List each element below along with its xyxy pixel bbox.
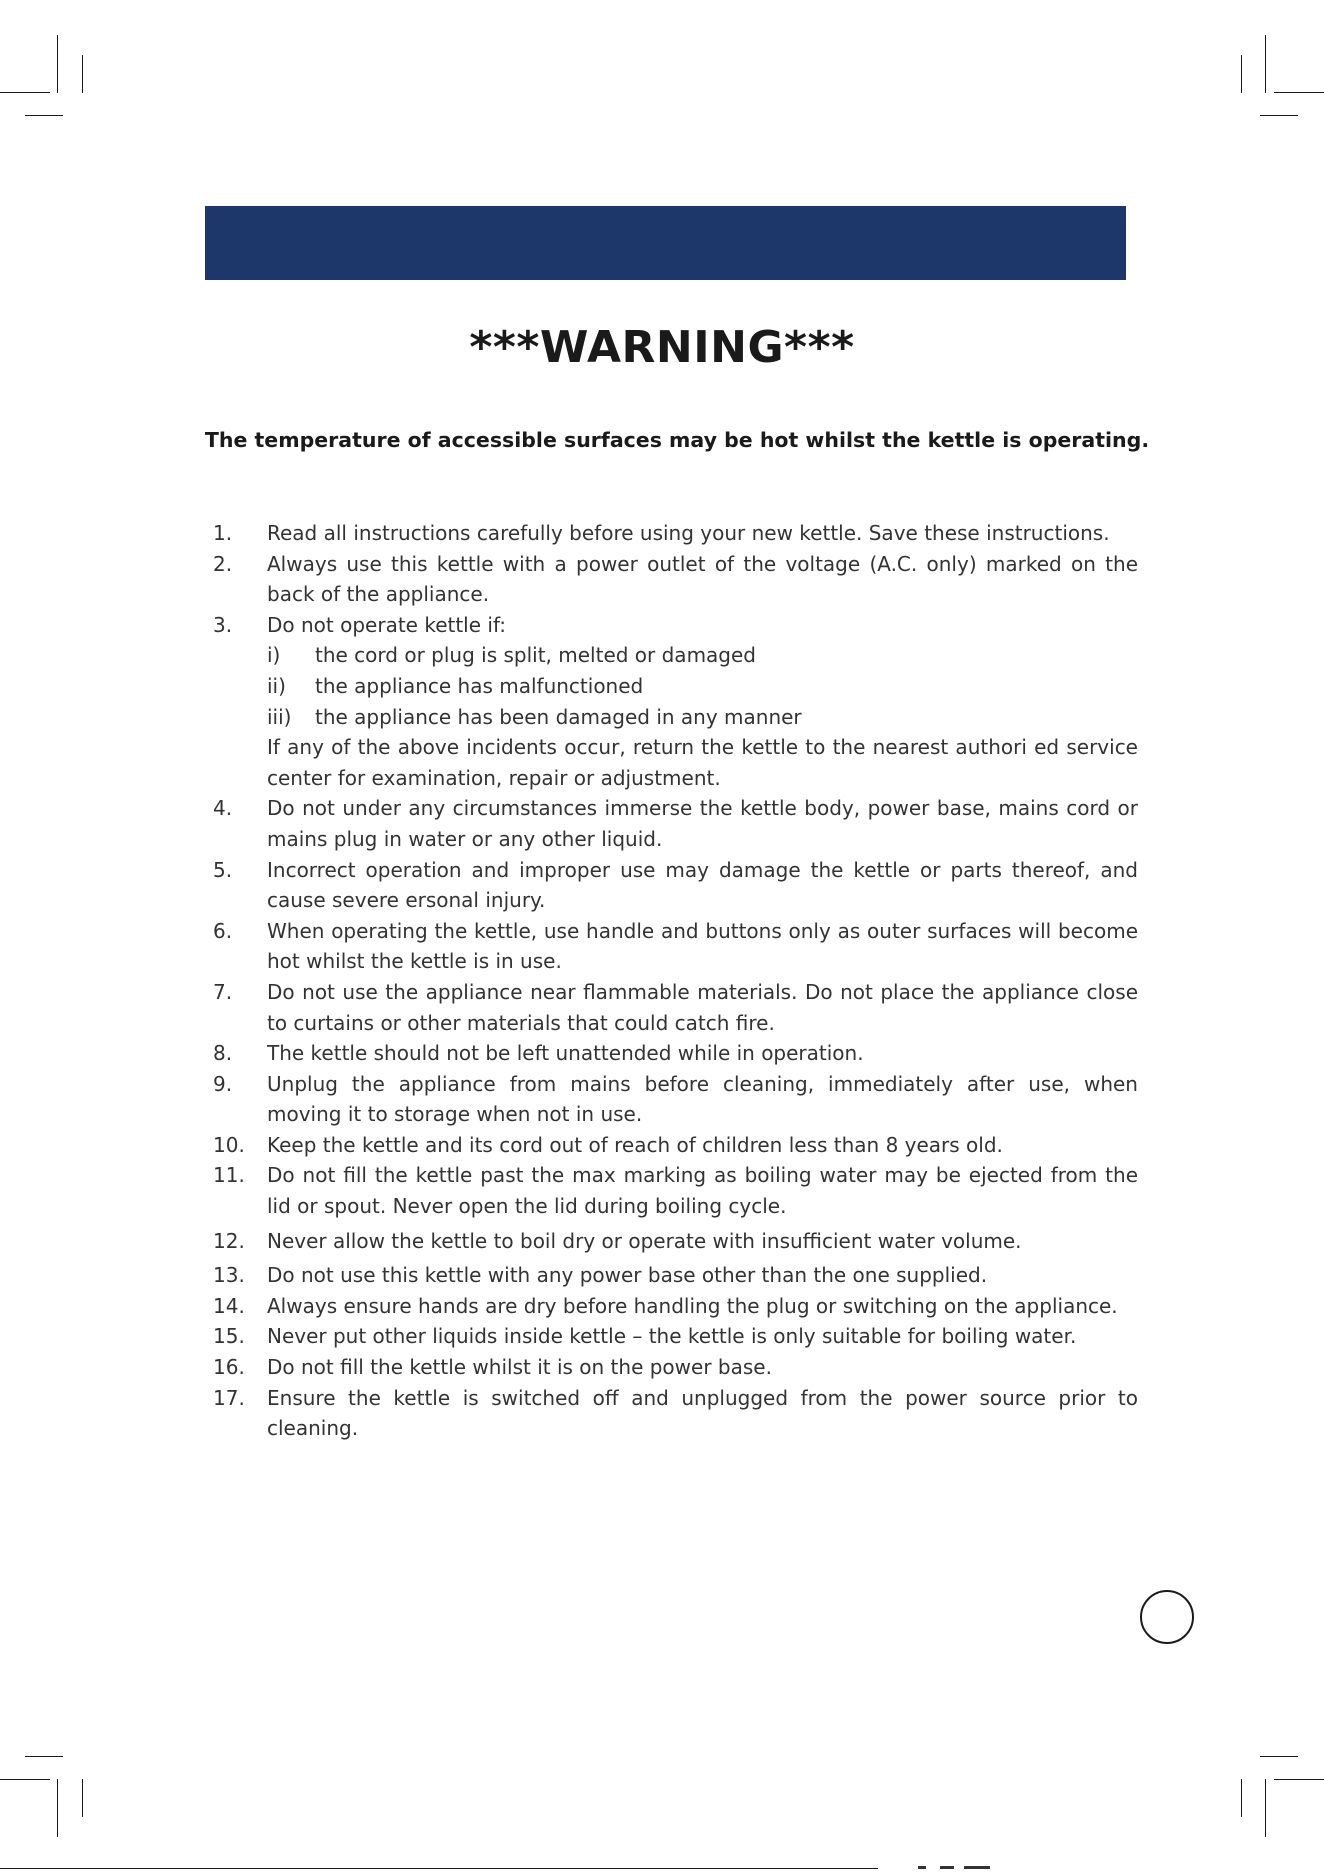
crop-mark — [1274, 92, 1324, 93]
item-number: 6. — [213, 918, 233, 943]
item-number: 16. — [213, 1355, 245, 1380]
item-text: Do not use this kettle with any power base other than the one supplied. — [267, 1263, 988, 1288]
sub-item-text: the appliance has been damaged in any manner — [315, 704, 802, 729]
crop-mark — [1274, 1779, 1324, 1780]
sub-item — [267, 702, 1138, 733]
item-text: Always ensure hands are dry before handling the plug or switching on the appliance. — [267, 1293, 1118, 1318]
item-number: 1. — [213, 521, 233, 545]
list-item — [213, 1260, 1138, 1291]
item-text: Always use this kettle with a power outlet of the voltage (A.C. only) marked on the back of the appliance. — [267, 551, 1138, 607]
page-number-circle — [1140, 1590, 1194, 1644]
item-text: Do not use the appliance near flammable materials. Do not place the appliance close to curtains or other materials that could catch fire. — [267, 979, 1138, 1035]
list-item — [213, 793, 1138, 854]
item-number: 4. — [213, 796, 233, 821]
list-item — [213, 1069, 1138, 1130]
crop-mark — [82, 1779, 83, 1817]
crop-mark — [57, 35, 58, 93]
item-text: The kettle should not be left unattended while in operation. — [267, 1041, 864, 1066]
list-item — [213, 855, 1138, 916]
item-text: Do not fill the kettle past the max marking as boiling water may be ejected from the lid or spout. Never open the lid during boiling cycle. — [267, 1163, 1138, 1219]
list-item — [213, 518, 1138, 549]
list-item — [213, 1383, 1138, 1444]
crop-mark — [1260, 115, 1298, 116]
page-title: ***WARNING*** — [469, 322, 855, 373]
item-text: Unplug the appliance from mains before cleaning, immediately after use, when moving it to storage when not in use. — [267, 1071, 1138, 1127]
item-text: Never allow the kettle to boil dry or operate with insufficient water volume. — [267, 1228, 1022, 1253]
sub-item — [267, 671, 1138, 702]
list-item — [213, 1038, 1138, 1069]
item-text: Do not fill the kettle whilst it is on the power base. — [267, 1355, 772, 1380]
item-number: 10. — [213, 1132, 245, 1157]
item-text: Keep the kettle and its cord out of reach of children less than 8 years old. — [267, 1132, 1003, 1157]
header-band — [205, 206, 1126, 280]
item-number: 2. — [213, 551, 233, 576]
list-item — [213, 1160, 1138, 1221]
list-item — [213, 1352, 1138, 1383]
list-item — [213, 1291, 1138, 1322]
item-number: 14. — [213, 1293, 245, 1318]
crop-mark — [1265, 35, 1266, 93]
warning-subtitle: The temperature of accessible surfaces may be hot whilst the kettle is operating. — [204, 428, 1150, 452]
item-number: 5. — [213, 857, 233, 882]
item-text: Read all instructions carefully before using your new kettle. Save these instructions. — [267, 521, 1110, 545]
list-item — [213, 916, 1138, 977]
item-text: When operating the kettle, use handle and buttons only as outer surfaces will become hot whilst the kettle is in use. — [267, 918, 1138, 974]
item-text: Incorrect operation and improper use may damage the kettle or parts thereof, and cause severe ersonal injury. — [267, 857, 1138, 913]
list-item — [213, 610, 1138, 794]
crop-mark — [57, 1779, 58, 1837]
item-number: 11. — [213, 1163, 245, 1188]
item-number: 17. — [213, 1385, 245, 1410]
list-item — [213, 549, 1138, 610]
crop-mark — [1265, 1779, 1266, 1837]
instruction-list — [213, 518, 1138, 1444]
crop-mark — [82, 55, 83, 93]
bottom-rule — [0, 1868, 878, 1869]
sub-item-text: the appliance has malfunctioned — [315, 673, 644, 698]
item-text: Never put other liquids inside kettle – the kettle is only suitable for boiling water. — [267, 1324, 1077, 1349]
list-item — [213, 977, 1138, 1038]
sub-item-marker: i) — [267, 643, 281, 668]
crop-mark — [1241, 55, 1242, 93]
item-number: 9. — [213, 1071, 233, 1096]
crop-mark — [0, 1779, 50, 1780]
item-number: 7. — [213, 979, 233, 1004]
crop-mark — [1260, 1756, 1298, 1757]
item-note: If any of the above incidents occur, return the kettle to the nearest authori ed service center for examination, repair or adjustment. — [267, 735, 1138, 790]
crop-mark — [0, 92, 50, 93]
crop-mark — [25, 115, 63, 116]
list-item — [213, 1321, 1138, 1352]
bottom-mark — [940, 1866, 954, 1869]
list-item — [213, 1130, 1138, 1161]
crop-mark — [25, 1756, 63, 1757]
bottom-mark — [918, 1866, 926, 1869]
item-number: 8. — [213, 1041, 233, 1066]
item-text: Ensure the kettle is switched off and unplugged from the power source prior to cleaning. — [267, 1385, 1138, 1441]
sub-item — [267, 640, 1138, 671]
sub-item-marker: ii) — [267, 673, 286, 698]
list-item — [213, 1226, 1138, 1257]
item-number: 12. — [213, 1228, 245, 1253]
sub-item-marker: iii) — [267, 704, 292, 729]
sub-item-text: the cord or plug is split, melted or damaged — [315, 643, 756, 668]
item-number: 15. — [213, 1324, 245, 1349]
item-text: Do not under any circumstances immerse the kettle body, power base, mains cord or mains plug in water or any other liquid. — [267, 796, 1138, 851]
item-text: Do not operate kettle if: — [267, 612, 507, 637]
bottom-mark — [964, 1866, 990, 1869]
item-number: 3. — [213, 612, 233, 637]
crop-mark — [1241, 1779, 1242, 1817]
item-number: 13. — [213, 1263, 245, 1288]
